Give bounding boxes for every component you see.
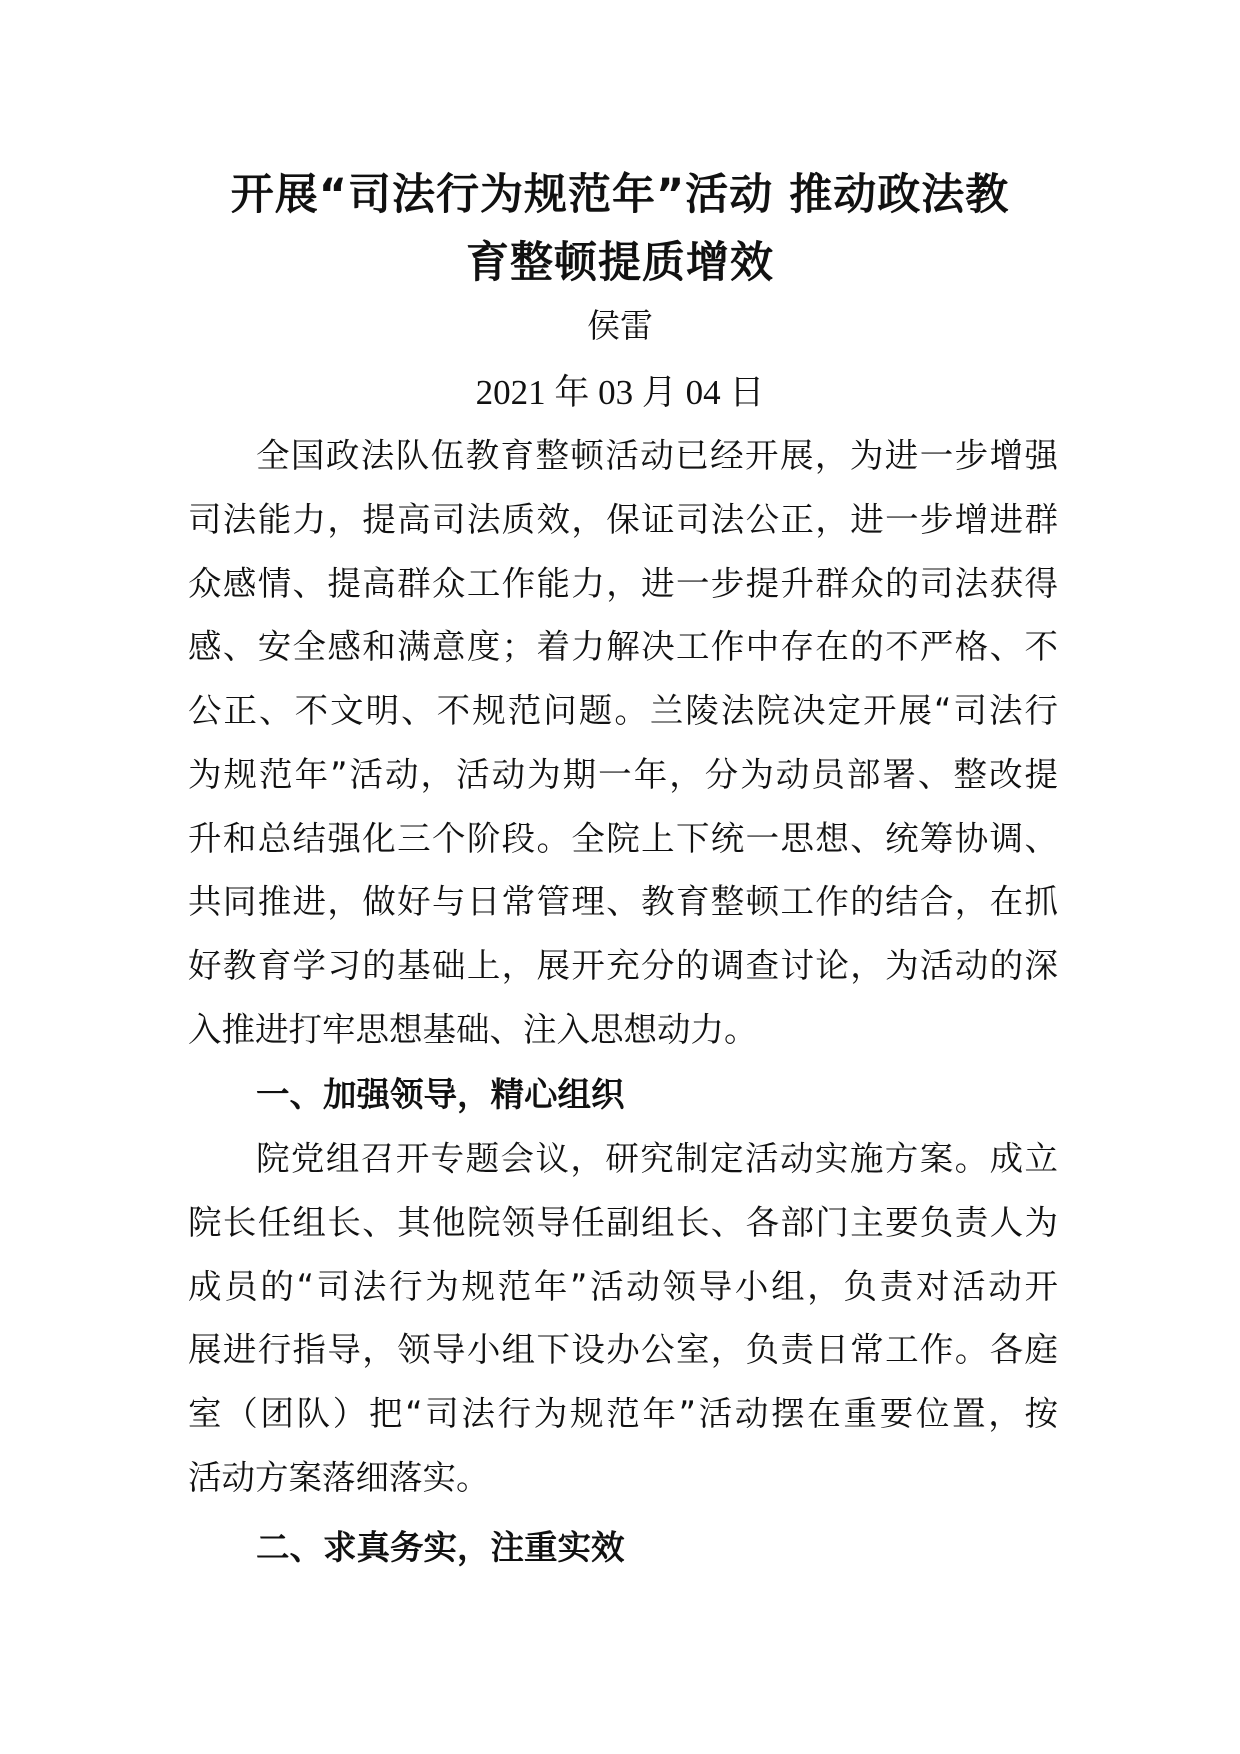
- paragraph-line: 公正、不文明、不规范问题。兰陵法院决定开展“司法行: [188, 691, 1058, 730]
- paragraph-line: 入推进打牢思想基础、注入思想动力。: [188, 1010, 758, 1049]
- paragraph-line: 成员的“司法行为规范年”活动领导小组，负责对活动开: [188, 1267, 1058, 1306]
- paragraph-line: 为规范年”活动，活动为期一年，分为动员部署、整改提: [188, 755, 1058, 794]
- paragraph-line: 全国政法队伍教育整顿活动已经开展，为进一步增强: [256, 436, 1058, 475]
- paragraph-line: 好教育学习的基础上，展开充分的调查讨论，为活动的深: [188, 946, 1058, 985]
- paragraph-line: 共同推进，做好与日常管理、教育整顿工作的结合，在抓: [188, 882, 1058, 921]
- paragraph-line: 院长任组长、其他院领导任副组长、各部门主要负责人为: [188, 1203, 1058, 1242]
- paragraph-line: 司法能力，提高司法质效，保证司法公正，进一步增进群: [188, 500, 1058, 539]
- paragraph-line: 众感情、提高群众工作能力，进一步提升群众的司法获得: [188, 564, 1058, 603]
- paragraph-line: 升和总结强化三个阶段。全院上下统一思想、统筹协调、: [188, 819, 1058, 858]
- paragraph-line: 感、安全感和满意度；着力解决工作中存在的不严格、不: [188, 627, 1058, 666]
- article-date: 2021 年 03 月 04 日: [475, 373, 765, 412]
- paragraph-line: 展进行指导，领导小组下设办公室，负责日常工作。各庭: [188, 1330, 1058, 1369]
- paragraph-line: 室（团队）把“司法行为规范年”活动摆在重要位置，按: [188, 1394, 1058, 1433]
- section-heading-2: 二、求真务实，注重实效: [256, 1528, 625, 1567]
- article-title-line-2: 育整顿提质增效: [466, 238, 774, 288]
- paragraph-line: 活动方案落细落实。: [188, 1458, 490, 1497]
- article-title-line-1: 开展“司法行为规范年”活动 推动政法教: [230, 170, 1010, 220]
- paragraph-line: 院党组召开专题会议，研究制定活动实施方案。成立: [256, 1139, 1058, 1178]
- article-author: 侯雷: [587, 306, 653, 345]
- section-heading-1: 一、加强领导，精心组织: [256, 1075, 625, 1114]
